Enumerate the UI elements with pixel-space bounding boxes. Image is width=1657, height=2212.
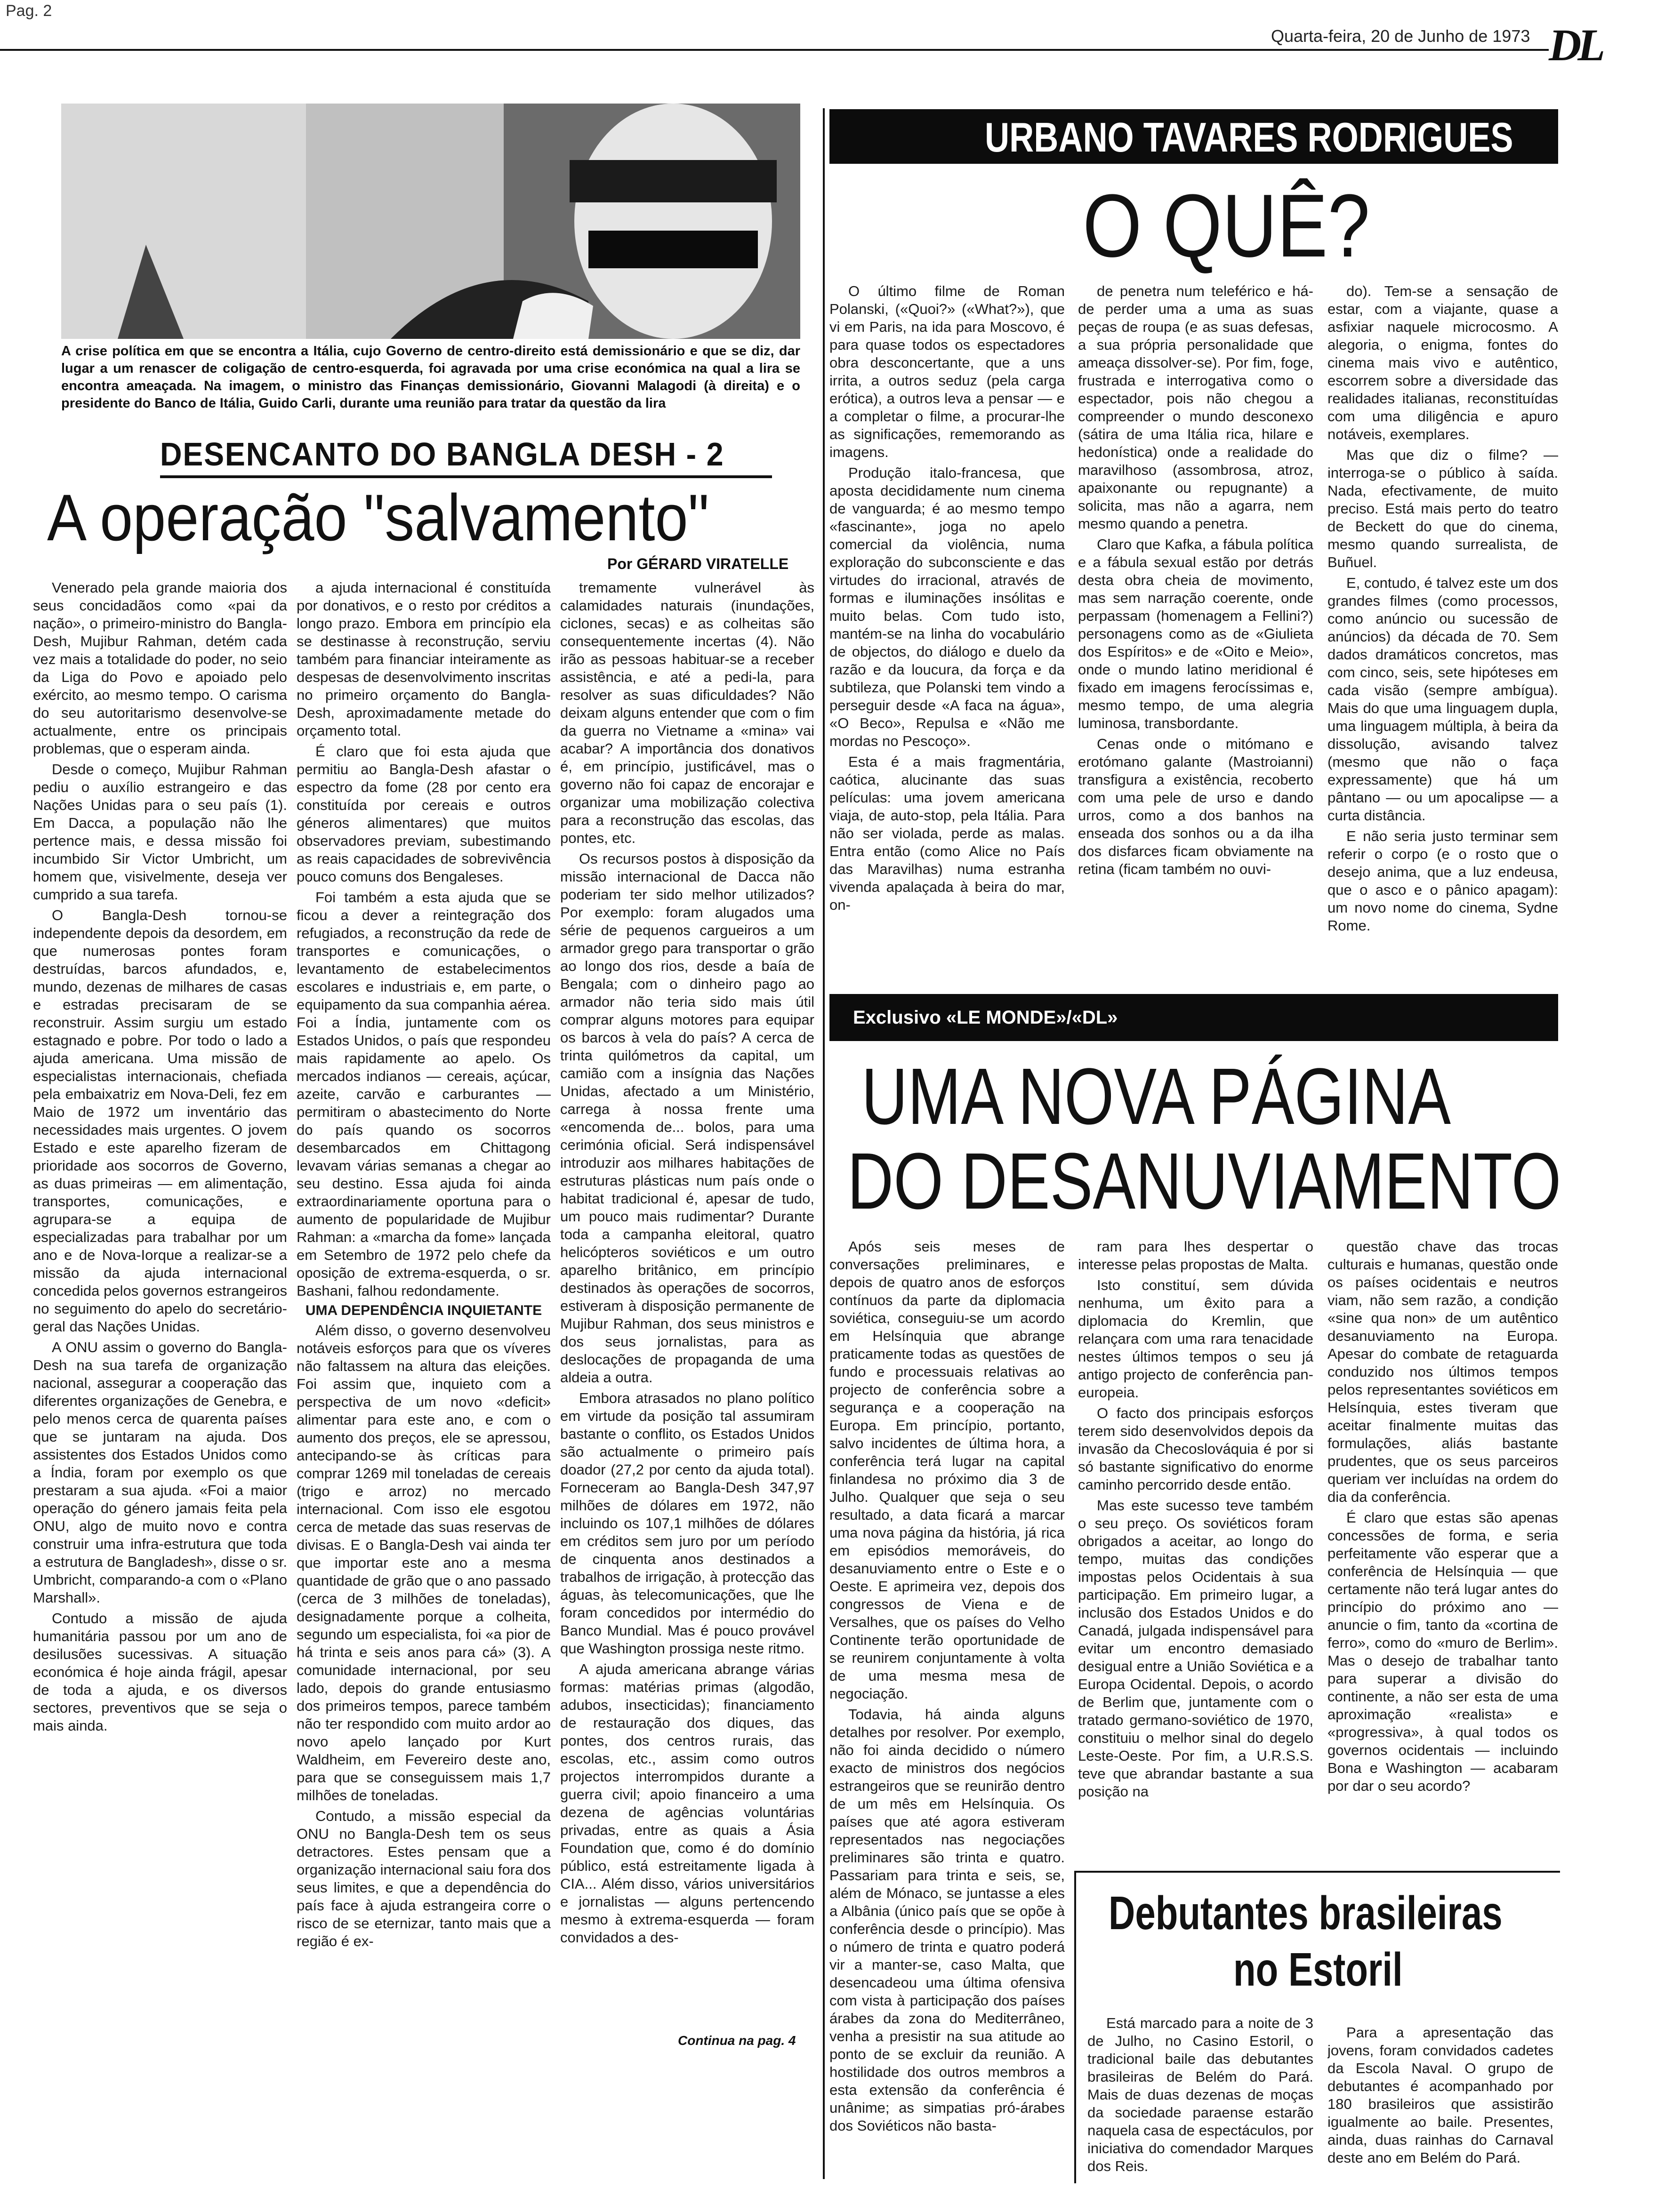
paragraph: Está marcado para a noite de 3 de Julho, no Casino Estoril, o tradicional baile das debutantes brasileiras de Belém do Pará. Mais de duas dezenas de moças da sociedade paraense estarão naquela casa de espectáculos, por iniciativa do comendador Marques dos Reis. — [1087, 2015, 1313, 2174]
subhead: UMA DEPENDÊNCIA INQUIETANTE — [305, 1303, 542, 1318]
paragraph: O último filme de Roman Polanski, («Quoi?» («What?»), que vi em Paris, na ida para Moscovo, é para quase todos os espectadores obra desconcertante, que a uns irrita, a outros seduz (pela carga erótica), a outros leva a pensar — e a completar o filme, a procurar-lhe as significações, rememorando as imagens. — [829, 283, 1065, 460]
detente-column-2 — [1078, 1238, 1313, 1864]
photo-caption: A crise política em que se encontra a Itália, cujo Governo de centro-direito está demissionário e que se diz, dar lugar a um renascer de coligação de centro-esquerda, foi agravada por uma crise económica na qual a lira se encontra ameaçada. Na imagem, o ministro das Finanças demissionário, Giovanni Malagodi (à direita) e o presidente do Banco de Itália, Guido Carli, durante uma reunião para tratar da questão da lira — [61, 344, 800, 411]
photo-italy-ministers — [61, 104, 800, 339]
paragraph: Mas este sucesso teve também o seu preço. Os soviéticos foram obrigados a aceitar, ao longo do tempo, muitas das condições impostas pelos Ocidentais à sua participação. Em primeiro lugar, a inclusão dos Estados Unidos e do Canadá, julgada indispensável para evitar um encontro demasiado desigual entre a União Soviética e a Europa Ocidental. Depois, o acordo de Berlim que, juntamente com o tratado germano-soviético de 1970, constituiu o melhor sinal do degelo Leste-Oeste. Por fim, a U.R.S.S. teve que abrandar bastante a sua posição na — [1078, 1497, 1313, 1800]
exclusive-label: Exclusivo «LE MONDE»/«DL» — [853, 1007, 1118, 1028]
debutantes-column-1 — [1087, 2014, 1313, 2188]
detente-title-line2: DO DESANUVIAMENTO — [847, 1137, 1561, 1226]
paragraph: A ONU assim o governo do Bangla-Desh na sua tarefa de organização nacional, assegurar a cooperação das diferentes organizações de Genebra, e pelo menos cerca de quarenta países que se juntaram na ajuda. Dos assistentes dos Estados Unidos como a Índia, foram por exemplo os que prestaram a sua ajuda. «Foi a maior operação do género jamais feita pela ONU, algo de muito novo e contra construir uma infra-estrutura que toda a estrutura de Bangladesh», disse o sr. Umbricht, comparando-a com o «Plano Marshall». — [33, 1339, 287, 1606]
debutantes-title-line1: Debutantes brasileiras — [1109, 1887, 1503, 1940]
newspaper-logo: DL — [1549, 20, 1601, 70]
paragraph: Produção italo-francesa, que aposta decididamente num cinema de vanguarda; é ao mesmo tempo «fascinante», joga no apelo comercial da violência, numa exploração do subconsciente e das virtudes do irracional, através de formas e iluminações insólitas e muito belas. Com tudo isto, mantém-se na linha do vocabulário de objectos, do diálogo e duelo da razão e da loucura, da força e da subtileza, que Polanski tem vindo a perseguir desde «A faca na água», «O Beco», Repulsa e «Não me mordas no Pescoço». — [829, 465, 1065, 749]
paragraph: Mas que diz o filme? — interroga-se o público à saída. Nada, efectivamente, de muito preciso. Está mais perto do teatro de Beckett do que do cinema, mesmo quando surrealista, de Buñuel. — [1327, 447, 1558, 570]
paragraph: Foi também a esta ajuda que se ficou a dever a reintegração dos refugiados, a reconstrução da rede de transportes e comunicações, o levantamento de estabelecimentos escolares e industriais e, em parte, o equipamento da sua companhia aérea. Foi a Índia, juntamente com os Estados Unidos, o país que respondeu mais rapidamente ao apelo. Os mercados indianos — cereais, açúcar, azeite, carvão e carburantes — permitiram o abastecimento do Norte do país quando os socorros desembarcados em Chittagong levavam várias semanas a chegar ao seu destino. Essa ajuda foi ainda extraordinariamente oportuna para o aumento de popularidade de Mujibur Rahman: a «marcha da fome» lançada em Setembro de 1972 pelo chefe da oposição de extrema-esquerda, o sr. Bashani, falhou redondamente. — [297, 889, 551, 1299]
paragraph: Contudo, a missão especial da ONU no Bangla-Desh tem os seus detractores. Estes pensam que a organização internacional saiu fora dos seus limites, e que a dependência do país face à ajuda estrangeira corre o risco de se eternizar, tanto mais que a região é ex- — [297, 1808, 551, 1949]
paragraph: O Bangla-Desh tornou-se independente depois da desordem, em que numerosas pontes foram destruídas, barcos afundados, e, mundo, dezenas de milhares de casas e estradas precisaram de se reconstruir. Assim surgiu um estado estagnado e pobre. Por todo o lado a ajuda americana. Uma missão de especialistas internacionais, chefiada pela embaixatriz em Nova-Deli, fez em Maio de 1972 um inventário das necessidades mais urgentes. O jovem Estado e este aparelho fizeram de prioridade aos socorros de Governo, as duas primeiras — em alimentação, transportes, comunicações, e agrupara-se a equipa de especializadas para trabalhar por um ano e de Nova-Iorque a realizar-se a missão da ajuda internacional concedida pelos governos estrangeiros no seguimento do apelo do secretário-geral das Nações Unidas. — [33, 907, 287, 1335]
author-name: URBANO TAVARES RODRIGUES — [985, 114, 1513, 160]
paragraph: Claro que Kafka, a fábula política e a fábula sexual estão por detrás desta obra cheia de movimento, mas sem narração coerente, onde perpassam (homenagem a Fellini?) personagens como as de «Giulieta dos Espíritos» e de «Oito e Meio», onde o mundo latino meridional é fixado em imagens ferocíssimas e, mesmo tempo, de uma alegria luminosa, transbordante. — [1078, 536, 1313, 731]
paragraph: ram para lhes despertar o interesse pelas propostas de Malta. — [1078, 1238, 1313, 1273]
paragraph: tremamente vulnerável às calamidades naturais (inundações, ciclones, secas) e as colheitas são consequentemente incertas (4). Não irão as pessoas habituar-se a receber assistência, e até a pedi-la, para resolver as suas dificuldades? Não deixam alguns entender que com o fim da guerra no Vietname a «mina» vai acabar? A importância dos donativos é, em princípio, justificável, mas o governo não foi capaz de encorajar e organizar uma mobilização colectiva para a reconstrução das escolas, das pontes, etc. — [560, 579, 814, 846]
paragraph: A ajuda americana abrange várias formas: matérias primas (algodão, adubos, insecticidas); financiamento de restauração dos diques, das pontes, dos centros rurais, das escolas, etc., assim como outros projectos interrompidos durante a guerra civil; apoio financeiro a uma dezena de agências voluntárias privadas, entre as quais a Ásia Foundation que, como é do domínio público, está estreitamente ligada à CIA... Além disso, vários universitários e jornalistas — alguns pertencendo mesmo à extrema-esquerda — foram convidados a des- — [560, 1661, 814, 1946]
detente-title-line1: UMA NOVA PÁGINA — [861, 1052, 1451, 1141]
series-kicker: DESENCANTO DO BANGLA DESH - 2 — [160, 436, 724, 473]
paragraph: O facto dos principais esforços terem sido desenvolvidos depois da invasão da Checoslováquia é por si só bastante significativo do enorme caminho percorrido desde então. — [1078, 1405, 1313, 1493]
bangladesh-column-3 — [560, 579, 814, 2028]
debutantes-title-line2: no Estoril — [1233, 1943, 1403, 1996]
paragraph: Os recursos postos à disposição da missão internacional de Dacca não poderiam ter sido melhor utilizados? Por exemplo: foram alugados uma série de pequenos cargueiros a um armador grego para transportar o grão ao longo dos rios, desde a baía de Bengala; com o dinheiro pago ao armador não teria sido mais útil comprar alguns motores para equipar os barcos à vela do país? A cerca de trinta quilómetros da capital, um camião com a insígnia das Nações Unidas, afectado a um Ministério, carrega à nossa frente uma «encomenda de... bolos, para uma cerimónia oficial. Será indispensável introduzir aos milhares habitações de estruturas plásticas num país onde o habitat tradicional é, apesar de tudo, um pouco mais rudimentar? Durante toda a campanha eleitoral, quatro helicópteros soviéticos e um outro aparelho britânico, em princípio destinados às operações de socorros, estiveram à disposição permanente de Mujibur Rahman, dos seus ministros e dos seus jornalistas, para as deslocações de propaganda de uma aldeia a outra. — [560, 850, 814, 1386]
issue-date: Quarta-feira, 20 de Junho de 1973 — [1271, 26, 1530, 46]
paragraph: Esta é a mais fragmentária, caótica, alucinante das suas películas: uma jovem americana viaja, de auto-stop, pela Itália. Para não ser violada, perde as malas. Entra então (como Alice no País das Maravilhas) numa estranha vivenda apalaçada à beira do mar, on- — [829, 753, 1065, 913]
continuation-note[interactable]: Continua na pag. 4 — [678, 2033, 796, 2048]
paragraph: Desde o começo, Mujibur Rahman pediu o auxílio estrangeiro e das Nações Unidas para o seu país (1). Em Dacca, a população não lhe pertence mais, e dessa missão foi incumbido Sir Victor Umbricht, um homem que, visivelmente, deseja ver cumprido a sua tarefa. — [33, 761, 287, 903]
paragraph: de penetra num teleférico e há-de perder uma a uma as suas peças de roupa (e as suas defesas, a sua própria personalidade que ameaça dissolver-se). Por fim, foge, frustrada e interrogativa como o espectador, pois não chegou a compreender o mundo desconexo (sátira de uma Itália rica, hilare e hedonística) onde a realidade do maravilhoso (assombrosa, atroz, apaixonante ou repugnante) a solicita, mas não a agarra, nem mesmo quando a penetra. — [1078, 283, 1313, 532]
page-vertical-divider — [823, 108, 825, 2179]
kicker-underline — [160, 475, 772, 478]
author-banner — [829, 109, 1558, 164]
debutantes-column-2 — [1327, 2024, 1553, 2188]
paragraph: É claro que foi esta ajuda que permitiu ao Bangla-Desh afastar o espectro da fome (28 por cento era constituída por cereais e outros géneros alimentares) que muitos observadores previam, subestimando as reais capacidades de sobrevivência pouco comuns dos Bengaleses. — [297, 743, 551, 885]
paragraph: a ajuda internacional é constituída por donativos, e o resto por créditos a longo prazo. Embora em princípio ela se destinasse à reconstrução, serviu também para financiar inteiramente as despesas de desenvolvimento inscritas no primeiro orçamento do Bangla-Desh, aproximadamente metade do orçamento total. — [297, 579, 551, 739]
bangladesh-column-1 — [33, 579, 287, 2047]
paragraph: Cenas onde o mitómano e erotómano galante (Mastroianni) transfigura a existência, recoberto com uma pele de urso e dando urros, como a dos banhos na enseada dos sonhos ou a da ilha dos disfarces ficam obviamente na retina (ficam também no ouvi- — [1078, 736, 1313, 877]
paragraph: do). Tem-se a sensação de estar, com a viajante, quase a asfixiar naquele microcosmo. A alegoria, o enigma, fontes do cinema mais vivo e autêntico, escorrem sobre a diversidade das realidades italianas, reconstituídas com uma diligência e apuro notáveis, exemplares. — [1327, 283, 1558, 442]
paragraph: E, contudo, é talvez este um dos grandes filmes (como processos, como anúncio ou sucessão de anúncios) da década de 70. Sem dados dramáticos concretos, mas com cinco, seis, sete hipóteses em cada visão (sempre ambígua). Mais do que uma linguagem dupla, uma linguagem múltipla, à beira da dissolução, avisando talvez (mesmo que não o faça expressamente) que há um pântano — ou um apocalipse — a curta distância. — [1327, 575, 1558, 824]
paragraph: Isto constituí, sem dúvida nenhuma, um êxito para a diplomacia do Kremlin, que relançara com uma rara tenacidade nestes últimos tempos o seu já antigo projecto de conferência pan-europeia. — [1078, 1277, 1313, 1401]
film-review-column-1 — [829, 282, 1065, 955]
detente-column-3 — [1327, 1238, 1558, 1864]
bangladesh-column-2 — [297, 579, 551, 2047]
detente-column-1 — [829, 1238, 1065, 2188]
paragraph: E não seria justo terminar sem referir o corpo (e o rosto que o desejo anima, que a luz endeusa, que o asco e o pânico apagam): um novo nome do cinema, Sydne Rome. — [1327, 828, 1558, 934]
paragraph: Venerado pela grande maioria dos seus concidadãos como «pai da nação», o primeiro-ministro do Bangla-Desh, Mujibur Rahman, detém cada vez mais a totalidade do poder, no seio da Liga do Povo e apoiado pelo exército, ao mesmo tempo. O carisma do seu autoritarismo desenvolve-se actualmente, entre os principais problemas, que o esperam ainda. — [33, 579, 287, 757]
film-review-column-2 — [1078, 282, 1313, 955]
paragraph: Embora atrasados no plano político em virtude da posição tal assumiram bastante o conflito, os Estados Unidos são actualmente o primeiro país doador (27,2 por cento da ajuda total). Forneceram ao Bangla-Desh 347,97 milhões de dólares em 1972, não incluindo os 107,1 milhões de dólares em créditos sem juro por um período de cinquenta anos destinados a trabalhos de irrigação, à protecção das águas, às telecomunicações, que lhe foram concedidos por intermédio do Banco Mundial. Mas é pouco provável que Washington prossiga neste ritmo. — [560, 1390, 814, 1657]
paragraph: Após seis meses de conversações preliminares, e depois de quatro anos de esforços contínuos da parte da diplomacia soviética, conseguiu-se um acordo em Helsínquia que abrange praticamente todas as questões de fundo e processuais relativas ao projecto de conferência sobre a segurança e a cooperação na Europa. Em princípio, portanto, salvo incidentes de última hora, a conferência terá lugar na capital finlandesa no próximo dia 3 de Julho. Qualquer que seja o seu resultado, a data ficará a marcar uma nova página da história, já rica em episódios memoráveis, do desanuviamento entre o Este e o Oeste. E aprimeira vez, depois dos congressos de Viena e de Versalhes, que os países do Velho Continente terão oportunidade de se reunirem conjuntamente à volta de uma mesma mesa de negociação. — [829, 1238, 1065, 1702]
article-title: A operação "salvamento" — [47, 481, 709, 554]
film-review-title: O QUÊ? — [1083, 176, 1370, 276]
paragraph: Além disso, o governo desenvolveu notáveis esforços para que os víveres não faltassem na altura das eleições. Foi assim que, inquieto com a perspectiva de um novo «deficit» alimentar para este ano, e com o aumento dos preços, ele se apressou, antecipando-se às críticas para comprar 1269 mil toneladas de cereais (trigo e arroz) no mercado internacional. Com isso ele esgotou cerca de metade das suas reservas de divisas. E o Bangla-Desh vai ainda ter que importar este ano a mesma quantidade de grão que o ano passado (cerca de 3 milhões de toneladas), designadamente porque a colheita, segundo um especialista, foi «a pior de há trinta e seis anos para cá» (3). A comunidade internacional, por seu lado, depois do grande entusiasmo dos primeiros tempos, parece também não ter respondido com muito ardor ao novo apelo lançado por Kurt Waldheim, em Fevereiro deste ano, para que se conseguissem mais 1,7 milhões de toneladas. — [297, 1322, 551, 1803]
paragraph: Para a apresentação das jovens, foram convidados cadetes da Escola Naval. O grupo de debutantes é acompanhado por 180 brasileiros que assistirão igualmente ao baile. Presentes, ainda, duas rainhas do Carnaval deste ano em Belém do Pará. — [1327, 2024, 1553, 2166]
page-number: Pag. 2 — [6, 2, 52, 20]
exclusive-banner — [829, 994, 1558, 1041]
paragraph: Todavia, há ainda alguns detalhes por resolver. Por exemplo, não foi ainda decidido o número exacto de ministros dos negócios estrangeiros que se reunirão dentro de um mês em Helsínquia. Os países que até agora estiveram representados nas negociações preliminares são trinta e quatro. Passariam para trinta e seis, se, além de Mónaco, se juntasse a eles a Albânia (único país que se opõe à conferência desde o princípio). Mas o número de trinta e quatro poderá vir a manter-se, caso Malta, que desencadeou uma última ofensiva com vista à participação dos países árabes da zona do Mediterrâneo, venha a presistir na sua atitude ao ponto de se excluir da reunião. A hostilidade dos outros membros a esta extensão da conferência é unânime; as simpatias pró-árabes dos Soviéticos não basta- — [829, 1706, 1065, 2134]
film-review-column-3 — [1327, 282, 1558, 955]
byline: Por GÉRARD VIRATELLE — [607, 555, 789, 572]
paragraph: É claro que estas são apenas concessões de forma, e seria perfeitamente vão esperar que a conferência de Helsínquia — que certamente não terá lugar antes do princípio do próximo ano — anuncie o fim, tanto da «cortina de ferro», como do «muro de Berlim». Mas o desejo de trabalhar tanto para superar a divisão do continente, a não ser esta de uma aproximação «realista» e «progressiva», à qual todos os governos ocidentais — incluindo Bona e Washington — acabaram por dar o seu acordo? — [1327, 1509, 1558, 1794]
header-rule — [0, 49, 1549, 51]
photo-silhouettes — [61, 104, 800, 339]
paragraph: questão chave das trocas culturais e humanas, questão onde os países ocidentais e neutros viam, não sem razão, a condição «sine qua non» de um autêntico desanuviamento na Europa. Apesar do combate de retaguarda conduzido nos últimos tempos pelos representantes soviéticos em Helsínquia, estes tiveram que aceitar finalmente muitas das formulações, aliás bastante prudentes, que os seus parceiros queriam ver incluídas na ordem do dia da conferência. — [1327, 1238, 1558, 1505]
paragraph: Contudo a missão de ajuda humanitária passou por um ano de desilusões sucessivas. A situação económica é hoje ainda frágil, apesar de toda a ajuda, e os diversos sectores, preventivos que se seja o mais ainda. — [33, 1610, 287, 1734]
